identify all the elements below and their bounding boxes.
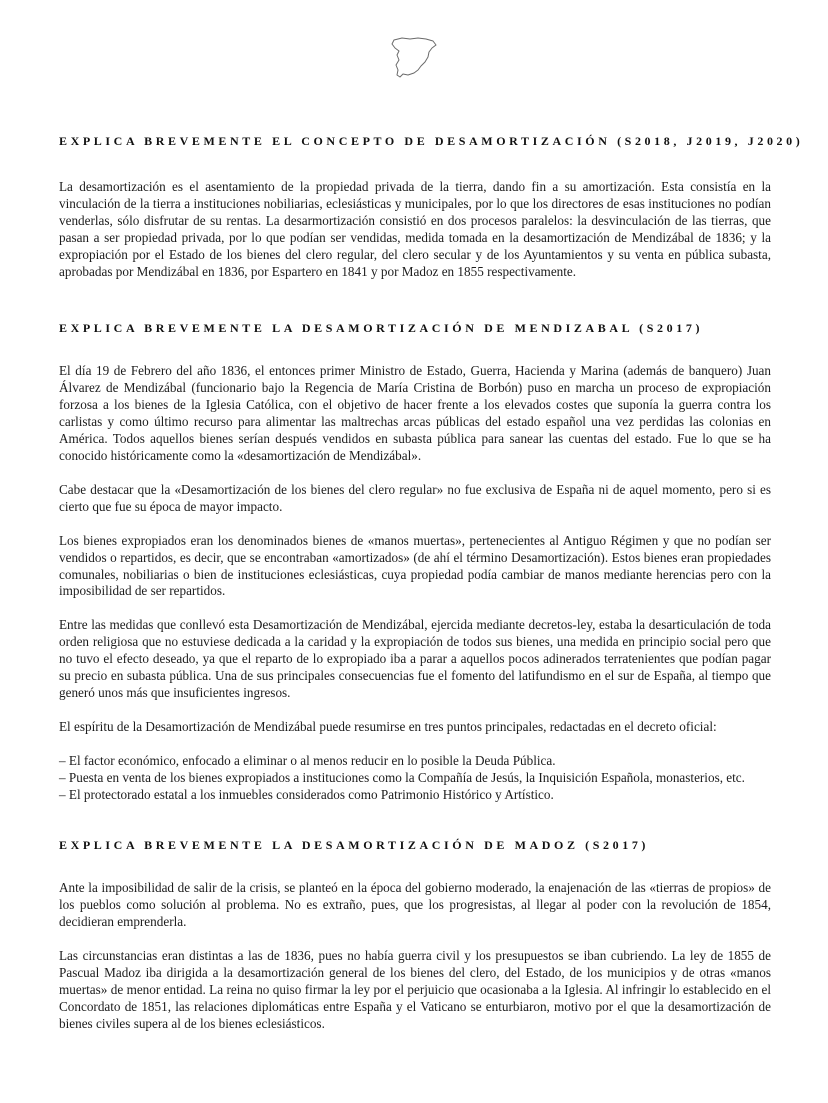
paragraph: Las circunstancias eran distintas a las de 1836, pues no había guerra civil y los presupuestos se iban cubriendo. La ley de 1855 de Pascual Madoz iba dirigida a la desamortización general de los bienes del clero, del Estado, de los municipios y de otras «manos muertas» de menor entidad. La reina no quiso firmar la ley por el perjuicio que ocasionaba a la Iglesia. Al infringir lo establecido en el Concordato de 1851, las relaciones diplomáticas entre España y el Vaticano se enturbiaron, motivo por el que la desamortización de bienes civiles supera al de los bienes eclesiásticos. <box>59 948 771 1031</box>
paragraph: El espíritu de la Desamortización de Mendizábal puede resumirse en tres puntos principales, redactadas en el decreto oficial: <box>59 718 717 734</box>
section-concepto-desamortizacion <box>59 133 804 280</box>
document-content <box>59 133 804 1033</box>
paragraph: El día 19 de Febrero del año 1836, el entonces primer Ministro de Estado, Guerra, Hacienda y Marina (además de banquero) Juan Álvarez de Mendizábal (funcionario bajo la Regencia de María Cristina de Borbón) puso en marcha un proceso de expropiación forzosa a los bienes de la Iglesia Católica, con el objetivo de hacer frente a los elevados costes que suponía la guerra contra los carlistas y como último recurso para alimentar las maltrechas arcas públicas del estado español una vez perdidas las colonias en América. Todos aquellos bienes serían después vendidos en subasta pública para sanear las cuentas del estado. Fue lo que se ha conocido históricamente como la «desamortización de Mendizábal». <box>59 363 771 463</box>
paragraph: Entre las medidas que conllevó esta Desamortización de Mendizábal, ejercida mediante decretos-ley, estaba la desarticulación de toda orden religiosa que no estuviese dedicada a la caridad y la expropiación de todos sus bienes, una medida en principio social pero que no tuvo el efecto deseado, ya que el reparto de lo expropiado iba a parar a aquellos pocos adinerados terratenientes que podían pagar su precio en subasta pública. Una de sus principales consecuencias fue el fomento del latifundismo en el sur de España, al tiempo que generó unos más que insuficientes ingresos. <box>59 617 771 700</box>
section-heading: EXPLICA BREVEMENTE LA DESAMORTIZACIÓN DE MENDIZABAL (S2017) <box>59 321 704 336</box>
paragraph: Los bienes expropiados eran los denominados bienes de «manos muertas», pertenecientes al Antiguo Régimen y que no podían ser vendidos o repartidos, es decir, que se encontraban «amortizados» (de ahí el término Desamortización). Estos bienes eran propiedades comunales, nobiliarias o bien de instituciones eclesiásticas, cuya propiedad podía cambiar de manos mediante herencias pero con la imposibilidad de ser repartidos. <box>59 532 771 599</box>
paragraph: La desamortización es el asentamiento de la propiedad privada de la tierra, dando fin a su amortización. Esta consistía en la vinculación de la tierra a instituciones nobiliarias, eclesiásticas y municipales, por lo que los directores de esas instituciones no podían venderlas, sólo disfrutar de su rentas. La desarmortización consistió en dos procesos paralelos: la desvinculación de las tierras, que pasan a ser propiedad privada, por lo que podían ser vendidas, medida tomada en la desamortización de Mendizábal de 1836; y la expropiación por el Estado de los bienes del clero regular, del clero secular y de los Ayuntamientos y su venta en pública subasta, aprobadas por Mendizábal en 1836, por Espartero en 1841 y por Madoz en 1855 respectivamente. <box>59 179 771 279</box>
paragraph: Cabe destacar que la «Desamortización de los bienes del clero regular» no fue exclusiva de España ni de aquel momento, pero si es cierto que fue su época de mayor impacto. <box>59 481 771 514</box>
paragraph: Ante la imposibilidad de salir de la crisis, se planteó en la época del gobierno moderado, la enajenación de las «tierras de propios» de los pueblos como solución al problema. No es extraño, pues, que los progresistas, al llegar al poder con la revolución de 1854, decidieran emprenderla. <box>59 880 771 930</box>
list-item: – El protectorado estatal a los inmuebles considerados como Patrimonio Histórico y Artístico. <box>59 786 554 802</box>
list-item: – El factor económico, enfocado a eliminar o al menos reducir en lo posible la Deuda Pública. <box>59 752 556 768</box>
section-desamortizacion-madoz <box>59 837 771 1032</box>
section-desamortizacion-mendizabal <box>59 320 771 803</box>
list-item: – Puesta en venta de los bienes expropiados a instituciones como la Compañía de Jesús, la Inquisición Española, monasterios, etc. <box>59 769 745 785</box>
section-heading: EXPLICA BREVEMENTE LA DESAMORTIZACIÓN DE MADOZ (S2017) <box>59 838 650 853</box>
spain-map-outline-icon <box>388 34 440 80</box>
section-heading: EXPLICA BREVEMENTE EL CONCEPTO DE DESAMORTIZACIÓN (S2018, J2019, J2020) <box>59 134 804 148</box>
bullet-list <box>59 753 771 804</box>
